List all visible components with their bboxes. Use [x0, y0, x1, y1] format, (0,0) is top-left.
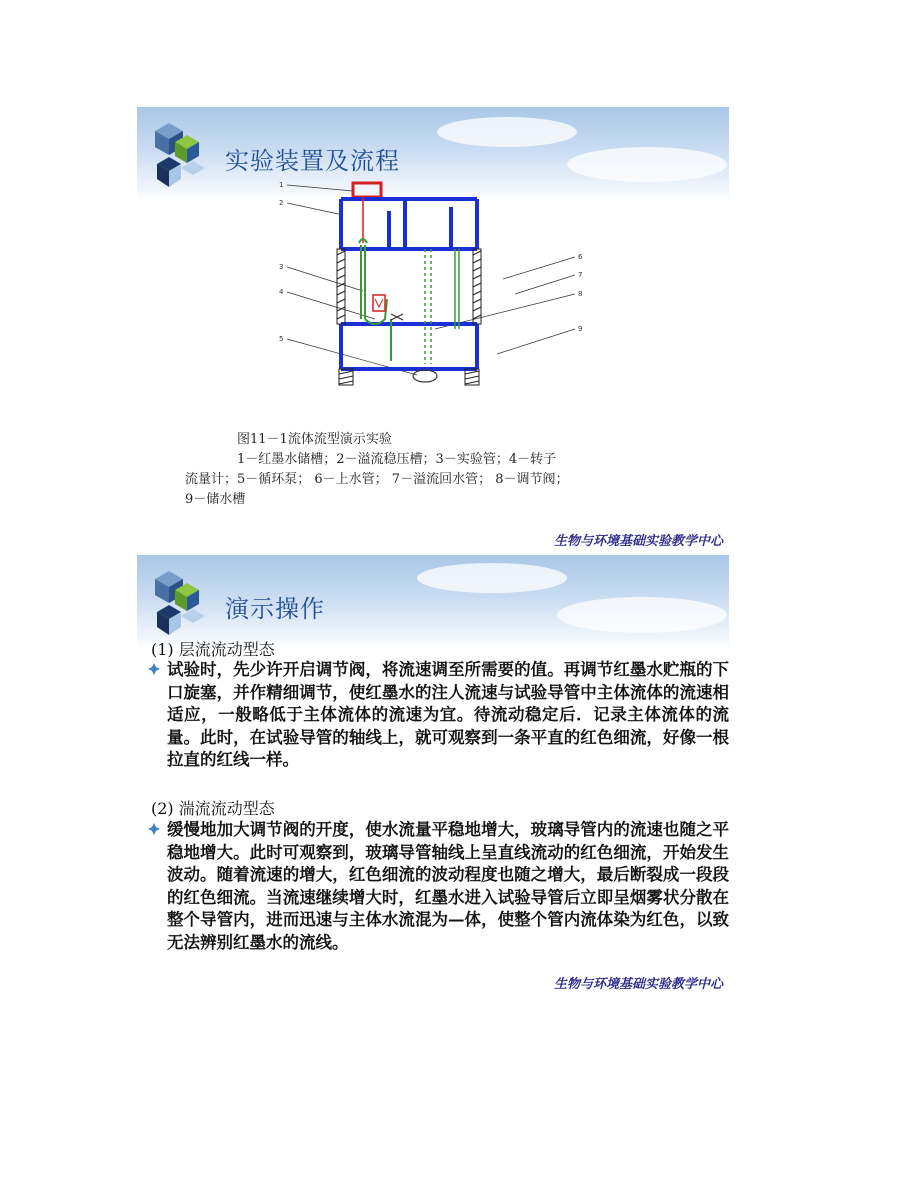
label-7: 7 [578, 271, 583, 279]
label-3: 3 [279, 263, 284, 271]
footer-text: 生物与环境基础实验教学中心 [553, 534, 723, 549]
label-1: 1 [279, 181, 284, 189]
label-2: 2 [279, 199, 284, 207]
apparatus-diagram [275, 179, 585, 404]
diamond-bullet-icon [147, 822, 161, 836]
label-5: 5 [279, 335, 284, 343]
paragraph-laminar [147, 659, 729, 772]
caption-title: 图11－1流体流型演示实验 [237, 432, 392, 447]
slide-operation [137, 555, 729, 998]
cloud [417, 563, 567, 593]
cloud [437, 117, 577, 147]
label-4: 4 [279, 288, 284, 296]
footer-text: 生物与环境基础实验教学中心 [553, 977, 723, 992]
slide-title: 演示操作 [225, 595, 325, 623]
cube-logo-icon [149, 121, 219, 191]
subheading-turbulent: (2) 湍流流动型态 [151, 799, 275, 818]
label-8: 8 [578, 290, 583, 298]
cloud [557, 597, 727, 633]
cube-logo-icon [149, 569, 219, 639]
paragraph-text: 试验时，先少许开启调节阀，将流速调至所需要的值。再调节红墨水贮瓶的下口旋塞，并作精细调节，使红墨水的注人流速与试验导管中主体流体的流速相适应，一般略低于主体流体的流速为宜。待流动稳定后．记录主体流体的流量。此时，在试验导管的轴线上，就可观察到一条平直的红色细流，好像一根拉直的红线一样。 [167, 660, 729, 769]
paragraph-turbulent [147, 819, 729, 954]
subheading-laminar: (1) 层流流动型态 [151, 640, 275, 659]
diamond-bullet-icon [147, 662, 161, 676]
caption-legend-1: 1－红墨水储槽；2－溢流稳压槽；3－实验管；4－转子 [237, 452, 557, 467]
caption-legend-2: 流量计；5－循环泵； 6－上水管； 7－溢流回水管； 8－调节阀； [185, 472, 569, 487]
slide-apparatus [137, 107, 729, 555]
figure-caption [185, 430, 705, 510]
slide-title: 实验装置及流程 [225, 147, 400, 175]
label-6: 6 [578, 253, 583, 261]
paragraph-text: 缓慢地加大调节阀的开度，使水流量平稳地增大，玻璃导管内的流速也随之平稳地增大。此时可观察到，玻璃导管轴线上呈直线流动的红色细流，开始发生波动。随着流速的增大，红色细流的波动程度也随之增大，最后断裂成一段段的红色细流。当流速继续增大时，红墨水进入试验导管后立即呈烟雾状分散在整个导管内，进而迅速与主体水流混为—体，使整个管内流体染为红色，以致无法辨别红墨水的流线。 [167, 820, 729, 952]
label-9: 9 [578, 325, 583, 333]
caption-legend-3: 9－储水槽 [185, 492, 246, 507]
cloud [567, 147, 727, 182]
